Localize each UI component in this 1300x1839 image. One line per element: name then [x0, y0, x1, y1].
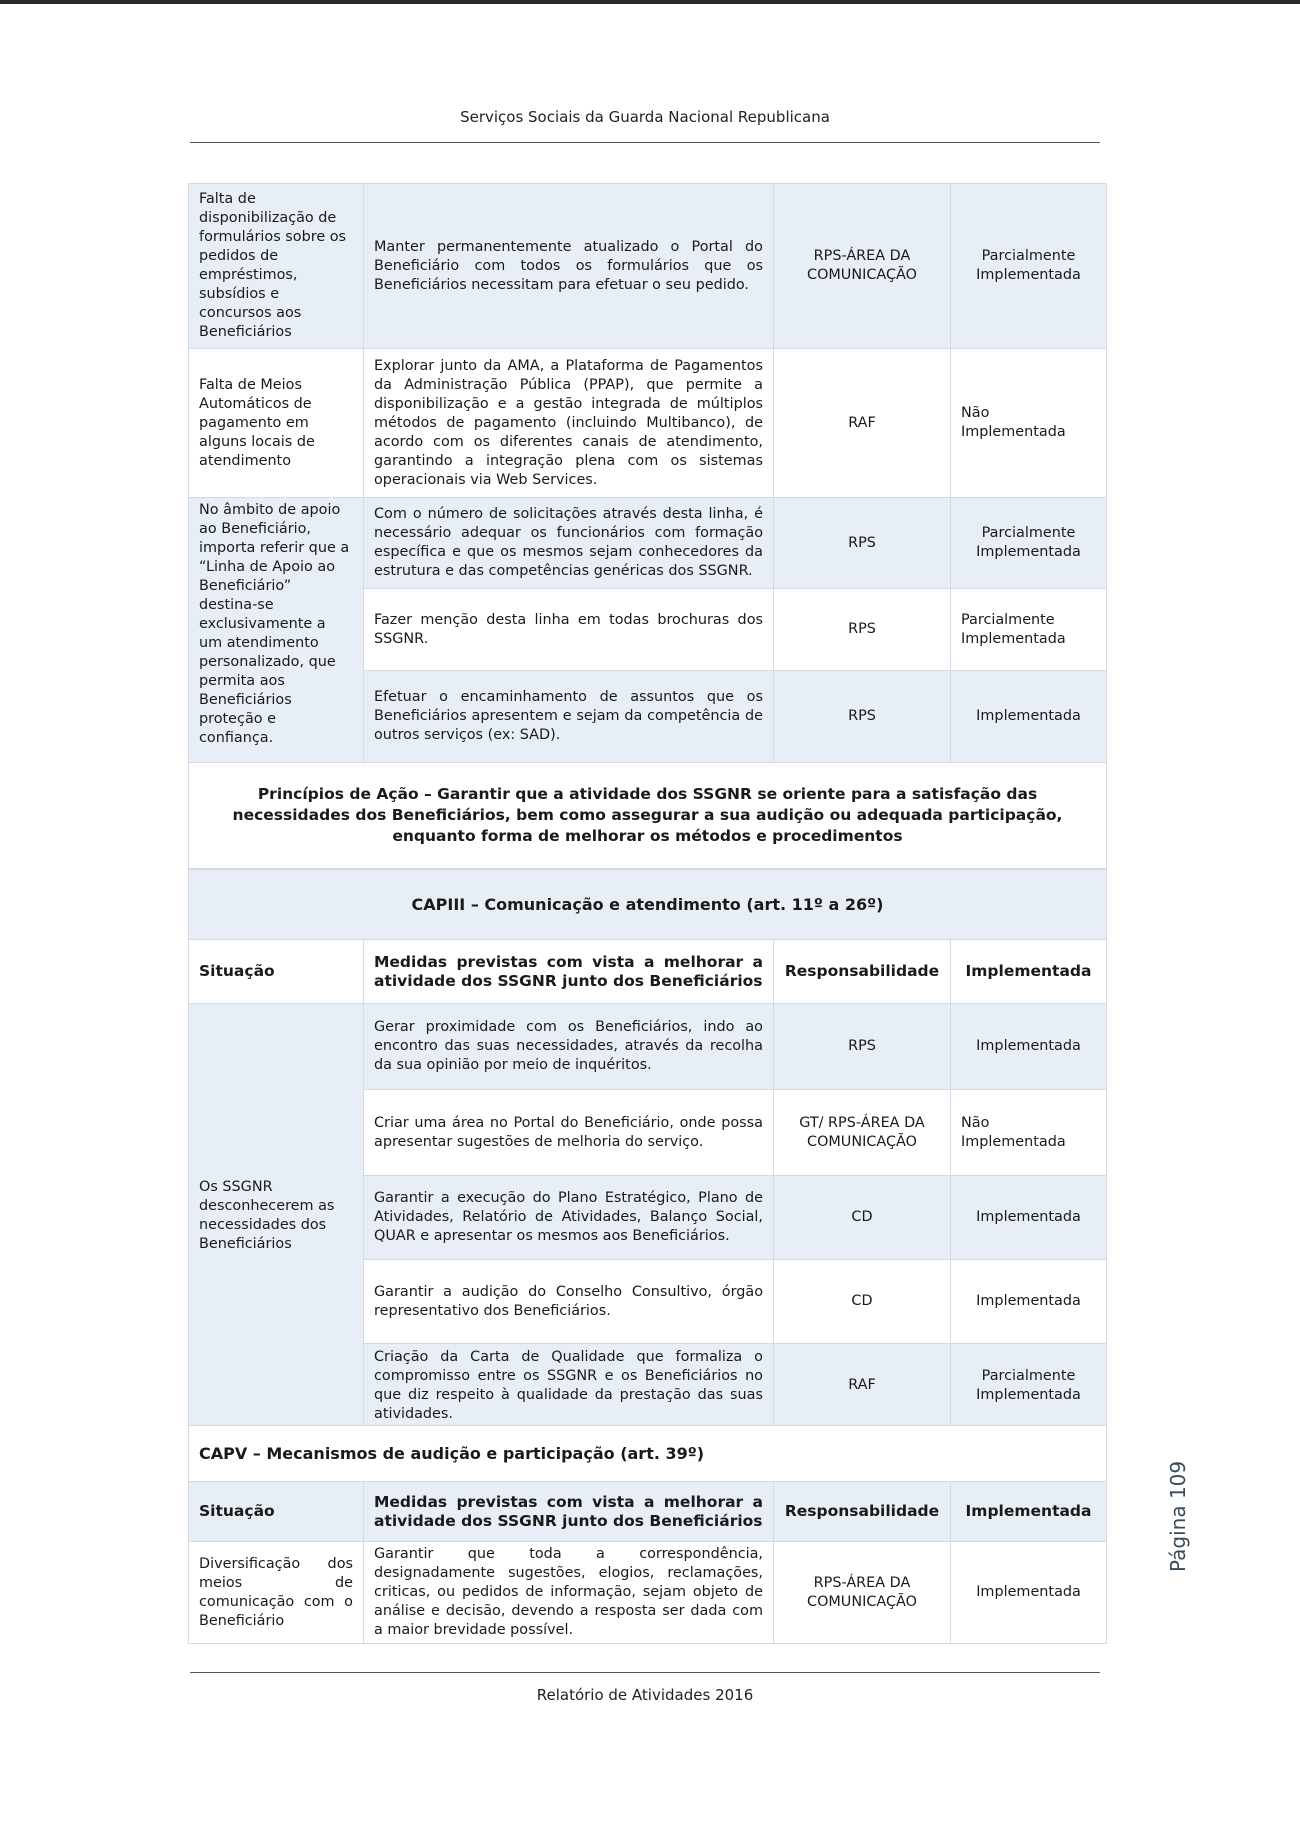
page-number: Página 109	[1166, 1460, 1190, 1572]
table-cap5	[188, 1425, 1106, 1644]
footer-rule	[190, 1672, 1100, 1673]
column-header-situation: Situação	[189, 1482, 364, 1542]
responsibility-cell: CD	[774, 1176, 951, 1260]
situation-cell: Falta de Meios Automáticos de pagamento em alguns locais de atendimento	[189, 349, 364, 498]
status-cell: Parcialmente Implementada	[951, 498, 1107, 589]
principle-statement: Princípios de Ação – Garantir que a atividade dos SSGNR se oriente para a satisfação das necessidades dos Beneficiários, bem como assegurar a sua audição ou adequada participação, enquanto forma de melhorar os métodos e procedimentos	[189, 763, 1107, 869]
situation-cell: Falta de disponibilização de formulários sobre os pedidos de empréstimos, subsídios e concursos aos Beneficiários	[189, 184, 364, 349]
column-header-status: Implementada	[951, 940, 1107, 1004]
status-cell: Parcialmente Implementada	[951, 589, 1107, 671]
status-cell: Implementada	[951, 1260, 1107, 1344]
column-header-responsibility: Responsabilidade	[774, 1482, 951, 1542]
column-header-measure: Medidas previstas com vista a melhorar a atividade dos SSGNR junto dos Beneficiários	[364, 940, 774, 1004]
responsibility-cell: RPS	[774, 671, 951, 763]
table-section-continued	[188, 183, 1106, 869]
responsibility-cell: RPS-ÁREA DA COMUNICAÇÃO	[774, 184, 951, 349]
responsibility-cell: CD	[774, 1260, 951, 1344]
column-header-situation: Situação	[189, 940, 364, 1004]
column-header-responsibility: Responsabilidade	[774, 940, 951, 1004]
column-header-status: Implementada	[951, 1482, 1107, 1542]
status-cell: Implementada	[951, 1542, 1107, 1644]
cap5-title: CAPV – Mecanismos de audição e participação (art. 39º)	[189, 1426, 1107, 1482]
status-cell: Parcialmente Implementada	[951, 184, 1107, 349]
situation-cell: Os SSGNR desconhecerem as necessidades dos Beneficiários	[189, 1004, 364, 1428]
page-footer-title: Relatório de Atividades 2016	[536, 1686, 754, 1704]
table-row	[189, 1542, 1107, 1644]
measure-cell: Explorar junto da AMA, a Plataforma de Pagamentos da Administração Pública (PPAP), que permite a disponibilização e a gestão integrada de múltiplos métodos de pagamento (incluindo Multibanco), de acordo com os diferentes canais de atendimento, garantindo a integração plena com os sistemas operacionais via Web Services.	[364, 349, 774, 498]
responsibility-cell: RPS	[774, 1004, 951, 1090]
table-row	[189, 498, 1107, 589]
table-row	[189, 349, 1107, 498]
section-title-row	[189, 1426, 1107, 1482]
column-header-measure: Medidas previstas com vista a melhorar a atividade dos SSGNR junto dos Beneficiários	[364, 1482, 774, 1542]
section-title-row	[189, 870, 1107, 940]
measure-cell: Garantir a audição do Conselho Consultivo, órgão representativo dos Beneficiários.	[364, 1260, 774, 1344]
status-cell: Não Implementada	[951, 1090, 1107, 1176]
measure-cell: Gerar proximidade com os Beneficiários, indo ao encontro das suas necessidades, através da recolha da sua opinião por meio de inquéritos.	[364, 1004, 774, 1090]
responsibility-cell: RPS-ÁREA DA COMUNICAÇÃO	[774, 1542, 951, 1644]
measure-cell: Garantir a execução do Plano Estratégico, Plano de Atividades, Relatório de Atividades, Balanço Social, QUAR e apresentar os mesmos aos Beneficiários.	[364, 1176, 774, 1260]
header-rule	[190, 142, 1100, 143]
status-cell: Parcialmente Implementada	[951, 1344, 1107, 1428]
measure-cell: Fazer menção desta linha em todas brochuras dos SSGNR.	[364, 589, 774, 671]
principle-row	[189, 763, 1107, 869]
measure-cell: Criação da Carta de Qualidade que formaliza o compromisso entre os SSGNR e os Beneficiários no que diz respeito à qualidade da prestação das suas atividades.	[364, 1344, 774, 1428]
situation-cell: No âmbito de apoio ao Beneficiário, importa referir que a “Linha de Apoio ao Beneficiário” destina-se exclusivamente a um atendimento personalizado, que permita aos Beneficiários proteção e confiança.	[189, 498, 364, 763]
measure-cell: Criar uma área no Portal do Beneficiário, onde possa apresentar sugestões de melhoria do serviço.	[364, 1090, 774, 1176]
measure-cell: Garantir que toda a correspondência, designadamente sugestões, elogios, reclamações, criticas, ou pedidos de informação, sejam objeto de análise e decisão, devendo a resposta ser dada com a maior brevidade possível.	[364, 1542, 774, 1644]
responsibility-cell: RPS	[774, 589, 951, 671]
measure-cell: Efetuar o encaminhamento de assuntos que os Beneficiários apresentem e sejam da competência de outros serviços (ex: SAD).	[364, 671, 774, 763]
status-cell: Implementada	[951, 1004, 1107, 1090]
situation-cell: Diversificação dos meios de comunicação com o Beneficiário	[189, 1542, 364, 1644]
responsibility-cell: RAF	[774, 349, 951, 498]
measure-cell: Com o número de solicitações através desta linha, é necessário adequar os funcionários com formação específica e que os mesmos sejam conhecedores da estrutura e das competências genéricas dos SSGNR.	[364, 498, 774, 589]
measure-cell: Manter permanentemente atualizado o Portal do Beneficiário com todos os formulários que os Beneficiários necessitam para efetuar o seu pedido.	[364, 184, 774, 349]
table-row	[189, 1004, 1107, 1090]
page-header-title: Serviços Sociais da Guarda Nacional Republicana	[460, 108, 830, 126]
responsibility-cell: GT/ RPS-ÁREA DA COMUNICAÇÃO	[774, 1090, 951, 1176]
status-cell: Implementada	[951, 1176, 1107, 1260]
responsibility-cell: RPS	[774, 498, 951, 589]
cap3-title: CAPIII – Comunicação e atendimento (art. 11º a 26º)	[189, 870, 1107, 940]
scan-top-edge	[0, 0, 1300, 4]
table-row	[189, 184, 1107, 349]
responsibility-cell: RAF	[774, 1344, 951, 1428]
table-header-row	[189, 1482, 1107, 1542]
status-cell: Não Implementada	[951, 349, 1107, 498]
status-cell: Implementada	[951, 671, 1107, 763]
table-header-row	[189, 940, 1107, 1004]
table-cap3	[188, 869, 1106, 1428]
